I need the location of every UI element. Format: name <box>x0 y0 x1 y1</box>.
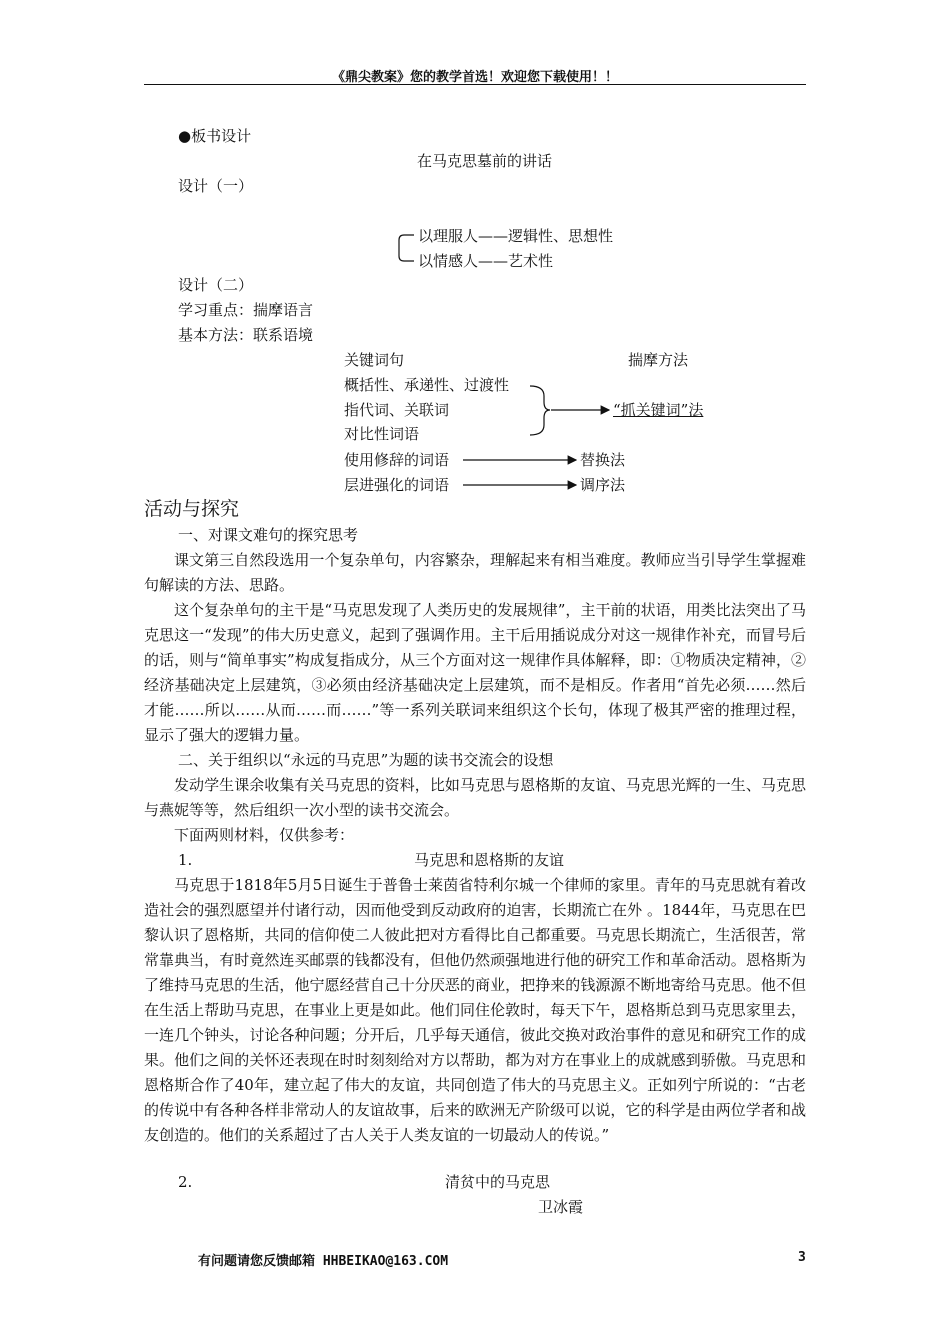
design1-item: 以理服人——逻辑性、思想性 <box>418 227 614 245</box>
group-item: 概括性、承递性、过渡性 <box>344 376 510 394</box>
board-heading: ●板书设计 <box>178 127 252 145</box>
section2-paragraph: 发动学生课余收集有关马克思的资料，比如马克思与恩格斯的友谊、马克思光辉的一生、马克思与燕妮等等，然后组织一次小型的读书交流会。 <box>144 776 806 819</box>
material2-title: 清贫中的马克思 <box>445 1173 551 1191</box>
column-methods: 揣摩方法 <box>628 351 689 369</box>
row1-method: 替换法 <box>580 451 626 469</box>
design1-bracket <box>399 235 414 261</box>
design1-label: 设计（一） <box>178 177 254 195</box>
section1-title: 一、对课文难句的探究思考 <box>178 526 359 544</box>
group-item: 对比性词语 <box>344 425 420 443</box>
material1-text: 马克思于1818年5月5日诞生于普鲁士莱茵省特利尔城一个律师的家里。青年的马克思就有着改造社会的强烈愿望并付诸行动，因而他受到反动政府的迫害，长期流亡在外 。1844年，马克思在巴黎认识了恩格斯，共同的信仰使二人彼此把对方看得比自己都重要。马克思长期流亡，生活很苦，常常靠典当，有时竟然连买邮票的钱都没有，但他仍然顽强地进行他的研究工作和革命活动。恩格斯为了维持马克思的生活，他宁愿经营自己十分厌恶的商业，把挣来的钱源源不断地寄给马克思。他不但在生活上帮助马克思，在事业上更是如此。他们同住伦敦时，每天下午，恩格斯总到马克思家里去，一连几个钟头，讨论各种问题；分开后，几乎每天通信，彼此交换对政治事件的意见和研究工作的成果。他们之间的关怀还表现在时时刻刻给对方以帮助，都为对方在事业上的成就感到骄傲。马克思和恩格斯合作了40年，建立起了伟大的友谊，共同创造了伟大的马克思主义。正如列宁所说的：“古老的传说中有各种各样非常动人的友谊故事，后来的欧洲无产阶级可以说，它的科学是由两位学者和战友创造的。他们的关系超过了古人关于人类友谊的一切最动人的传说。” <box>144 876 806 1144</box>
material1-title: 马克思和恩格斯的友谊 <box>414 851 565 869</box>
design2-focus: 学习重点：揣摩语言 <box>178 301 314 319</box>
row2-phrase: 层进强化的词语 <box>344 476 450 494</box>
section2-title: 二、关于组织以“永远的马克思”为题的读书交流会的设想 <box>178 751 554 769</box>
board-title: 在马克思墓前的讲话 <box>417 152 553 170</box>
page-number: 3 <box>798 1250 806 1265</box>
material1-number: 1. <box>178 851 193 869</box>
design2-label: 设计（二） <box>178 276 254 294</box>
group-brace <box>530 386 550 435</box>
group-result-method: “抓关键词”法 <box>613 401 704 419</box>
material2-author: 卫冰霞 <box>538 1198 584 1216</box>
column-key-phrases: 关键词句 <box>344 351 405 369</box>
section1-paragraph: 课文第三自然段选用一个复杂单句，内容繁杂，理解起来有相当难度。教师应当引导学生掌握难句解读的方法、思路。 <box>144 551 806 594</box>
row1-phrase: 使用修辞的词语 <box>344 451 450 469</box>
page-header: 《鼎尖教案》您的教学首选！欢迎您下载使用！！ <box>331 70 618 85</box>
row2-method: 调序法 <box>580 476 626 494</box>
design2-method: 基本方法：联系语境 <box>178 326 314 344</box>
material2-number: 2. <box>178 1173 193 1191</box>
section1-paragraph: 这个复杂单句的主干是“马克思发现了人类历史的发展规律”，主干前的状语，用类比法突出了马克思这一“发现”的伟大历史意义，起到了强调作用。主干后用插说成分对这一规律作补充，而冒号后的话，则与“简单事实”构成复指成分，从三个方面对这一规律作具体解释，即：①物质决定精神，②经济基础决定上层建筑，③必须由经济基础决定上层建筑，而不是相反。作者用“首先必须……然后才能……所以……从而……而……”等一系列关联词来组织这个长句，体现了极其严密的推理过程，显示了强大的逻辑力量。 <box>144 601 806 744</box>
group-item: 指代词、关联词 <box>344 401 450 419</box>
footer-contact: 有问题请您反馈邮箱 HHBEIKAO@163.COM <box>198 1254 449 1269</box>
section2-paragraph: 下面两则材料，仅供参考： <box>174 826 355 844</box>
board-diagram-lines <box>0 0 950 520</box>
design1-item: 以情感人——艺术性 <box>418 252 554 270</box>
activity-heading: 活动与探究 <box>144 498 240 520</box>
